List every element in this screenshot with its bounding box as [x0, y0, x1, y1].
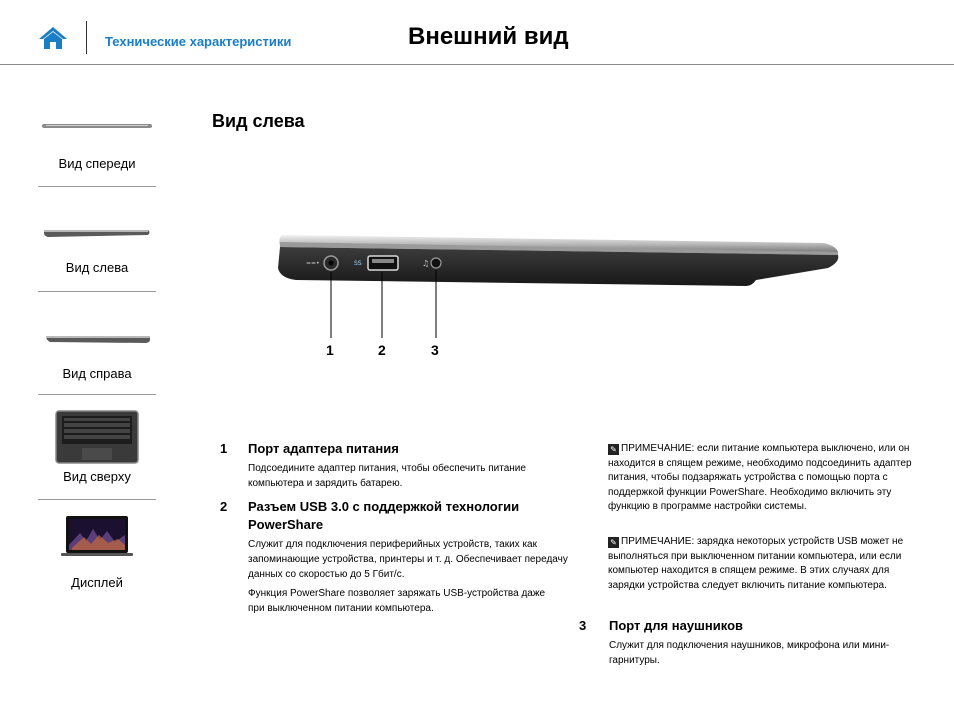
note-text: ПРИМЕЧАНИЕ: если питание компьютера выключено, или он находится в спящем режиме, необходимо подсоединить адаптер питания, чтобы подзаряжать устройства с помощью порта с поддержкой функции PowerShare. Необходимо включить эту функцию в программе настройки системы. [608, 443, 912, 512]
svg-text:==•: ==• [306, 260, 320, 267]
section-title: Вид слева [212, 111, 305, 131]
page-title: Внешний вид [408, 23, 569, 50]
callout-number: 1 [326, 342, 334, 358]
note [608, 442, 914, 515]
sidebar-item-top-view[interactable] [38, 410, 156, 502]
breadcrumb-specifications-link[interactable]: Технические характеристики [105, 34, 292, 49]
svg-text:SS: SS [354, 260, 362, 267]
callout-number: 2 [378, 342, 386, 358]
sidebar-item-label: Дисплей [71, 575, 123, 590]
sidebar-item-display[interactable] [38, 515, 156, 595]
sidebar-item-label: Вид справа [62, 366, 132, 381]
item-title: Порт для наушников [609, 618, 743, 633]
note-pencil-icon: ✎ [608, 444, 619, 455]
item-title: Порт адаптера питания [248, 441, 399, 456]
note-text: ПРИМЕЧАНИЕ: зарядка некоторых устройств USB может не выполняться при выключенном питании компьютера, или если компьютер находится в спящем режиме. В этих случаях для зарядки устройства следует включить питание компьютера. [608, 536, 904, 591]
item-number: 3 [579, 618, 587, 633]
sidebar-divider [38, 291, 156, 292]
sidebar-item-label: Вид слева [65, 260, 129, 275]
sidebar-item-left-view[interactable] [38, 218, 156, 292]
sidebar-item-label: Вид сверху [63, 469, 131, 484]
laptop-left-side-illustration [276, 228, 846, 350]
header-rule [0, 64, 954, 65]
item-description: Подсоедините адаптер питания, чтобы обеспечить питание компьютера и зарядить батарею. [248, 463, 526, 489]
note [608, 535, 918, 593]
callout-number: 3 [431, 342, 439, 358]
item-description: Функция PowerShare позволяет заряжать USB-устройства даже при выключенном питании компьютера. [248, 588, 546, 614]
header-divider [86, 21, 87, 54]
sidebar-divider [38, 394, 156, 395]
sidebar-divider [38, 499, 156, 500]
sidebar-divider [38, 186, 156, 187]
sidebar-item-label: Вид спереди [58, 156, 136, 171]
laptop-display-thumbnail-icon [60, 515, 134, 557]
laptop-left-thumbnail-icon [38, 218, 156, 244]
svg-text:♫: ♫ [422, 259, 430, 268]
item-number: 2 [220, 499, 228, 514]
laptop-keyboard-thumbnail-icon [55, 410, 139, 464]
sidebar-item-right-view[interactable] [38, 324, 156, 396]
laptop-right-thumbnail-icon [38, 324, 156, 350]
item-title: Разъем USB 3.0 с поддержкой технологии PowerShare [248, 499, 520, 532]
note-pencil-icon: ✎ [608, 537, 619, 548]
item-description: Служит для подключения наушников, микрофона или мини-гарнитуры. [609, 640, 890, 666]
sidebar-item-front-view[interactable] [38, 115, 156, 187]
home-icon[interactable] [38, 26, 68, 50]
item-number: 1 [220, 441, 228, 456]
laptop-front-thumbnail-icon [38, 115, 156, 135]
item-description: Служит для подключения периферийных устройств, таких как запоминающие устройства, принтеры и т. д. Обеспечивает передачу данных со скоростью до 5 Гбит/с. [248, 539, 568, 580]
